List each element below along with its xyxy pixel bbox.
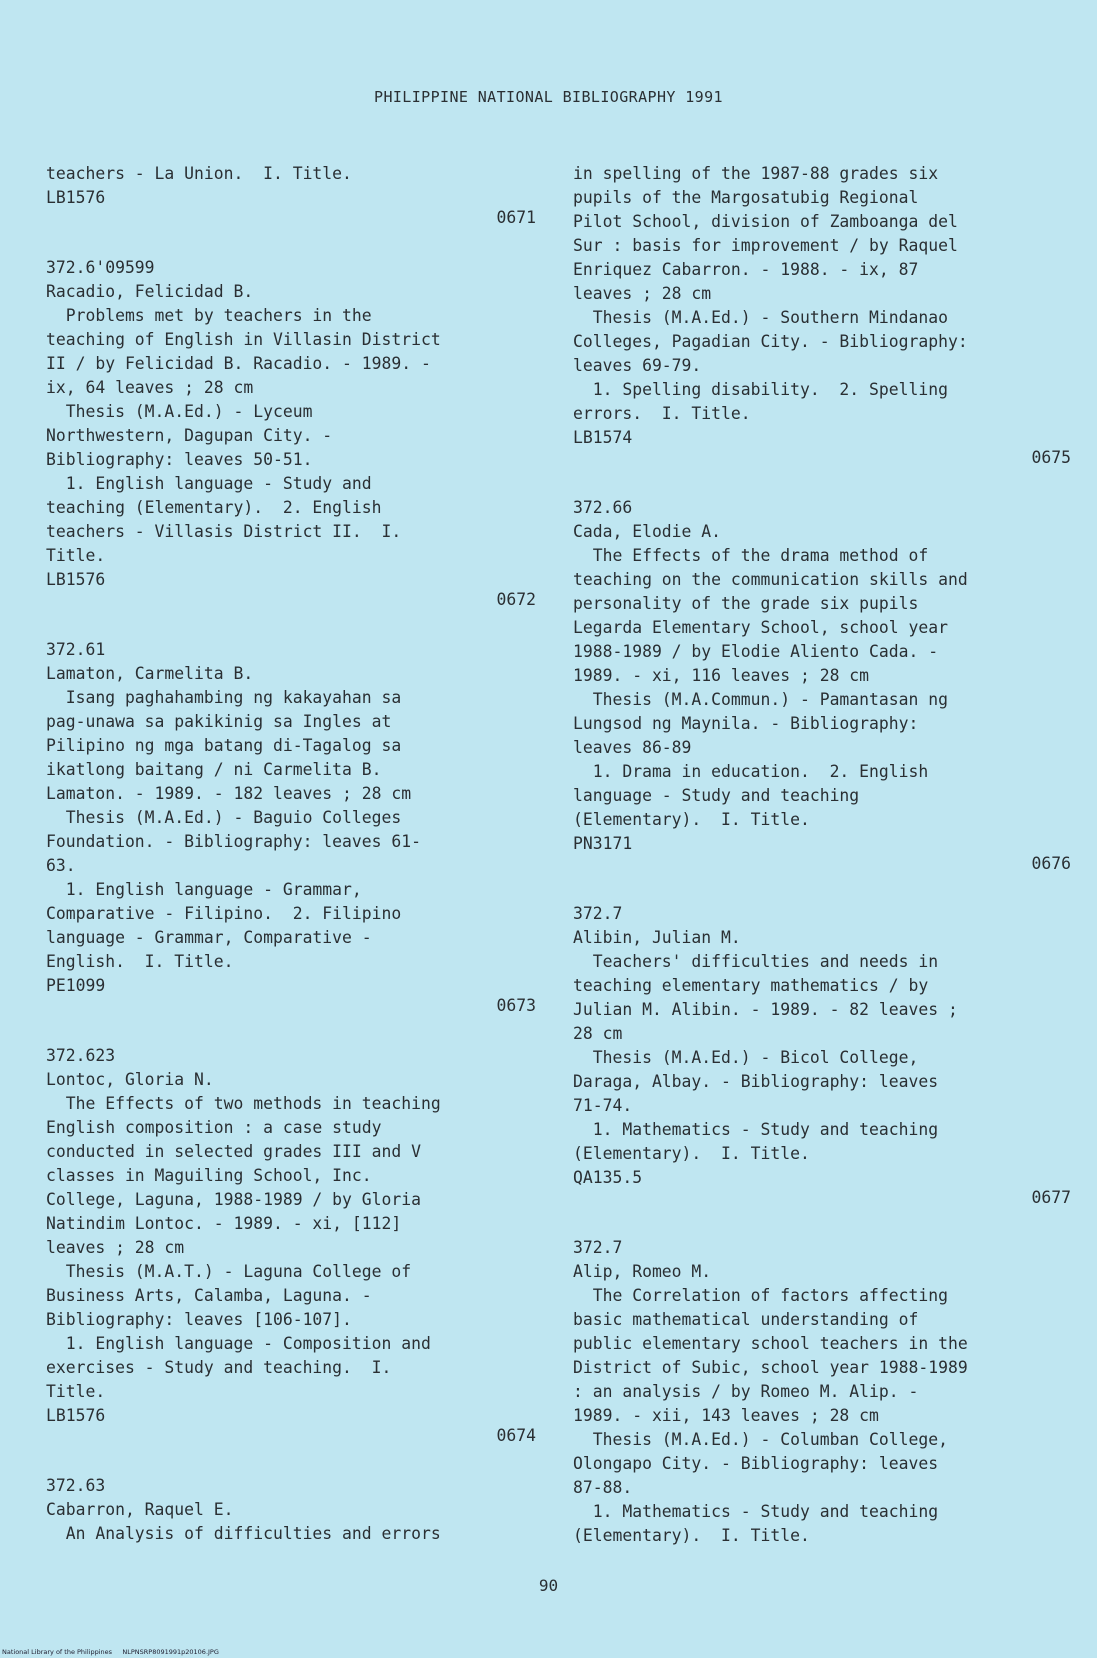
- entry-gap: [573, 876, 1071, 902]
- entry-number: 0673: [496, 996, 536, 1015]
- entry-line: : an analysis / by Romeo M. Alip. -: [573, 1382, 919, 1401]
- entry-line: Legarda Elementary School, school year: [573, 618, 948, 637]
- entry-line: Julian M. Alibin. - 1989. - 82 leaves ;: [573, 1000, 958, 1019]
- entry-line: The Effects of the drama method of: [573, 546, 929, 565]
- entry-line: Thesis (M.A.Commun.) - Pamantasan ng: [573, 690, 948, 709]
- entry-line: 1. English language - Composition and: [46, 1334, 431, 1353]
- entry-line: Lungsod ng Maynila. - Bibliography:: [573, 714, 919, 733]
- entry-line: Thesis (M.A.T.) - Laguna College of: [46, 1262, 412, 1281]
- entry-gap: [573, 470, 1071, 496]
- entry-line: Lontoc, Gloria N.: [46, 1070, 214, 1089]
- entry-line: 372.66: [573, 498, 633, 517]
- entry-line: 71-74.: [573, 1096, 633, 1115]
- entry-line: An Analysis of difficulties and errors: [46, 1524, 441, 1543]
- entry-number: 0674: [496, 1426, 536, 1445]
- entry-line: pupils of the Margosatubig Regional: [573, 188, 919, 207]
- call-number: LB1576: [46, 570, 106, 589]
- entry-line: Thesis (M.A.Ed.) - Bicol College,: [573, 1048, 919, 1067]
- entry-gap: [46, 612, 536, 638]
- entry-line: Thesis (M.A.Ed.) - Baguio Colleges: [46, 808, 402, 827]
- bibliography-entry: [573, 496, 1071, 902]
- entry-line: 1. English language - Study and: [46, 474, 372, 493]
- entry-line: English. I. Title.: [46, 952, 234, 971]
- bibliography-entry: [46, 1474, 536, 1546]
- entry-line: Teachers' difficulties and needs in: [573, 952, 939, 971]
- entry-line: (Elementary). I. Title.: [573, 1526, 810, 1545]
- entry-line: Colleges, Pagadian City. - Bibliography:: [573, 332, 968, 351]
- entry-line: Cabarron, Raquel E.: [46, 1500, 234, 1519]
- call-number: LB1576: [46, 188, 106, 207]
- call-number: QA135.5: [573, 1168, 643, 1187]
- entry-number: 0675: [1031, 448, 1071, 467]
- entry-line: public elementary school teachers in the: [573, 1334, 968, 1353]
- entry-line: 1. Mathematics - Study and teaching: [573, 1502, 939, 1521]
- entry-line: Cada, Elodie A.: [573, 522, 722, 541]
- entry-line: Bibliography: leaves [106-107].: [46, 1310, 352, 1329]
- call-number: PE1099: [46, 976, 106, 995]
- entry-line: The Effects of two methods in teaching: [46, 1094, 441, 1113]
- entry-line: teaching on the communication skills and: [573, 570, 968, 589]
- bibliography-entry: [573, 902, 1071, 1236]
- entry-line: Isang paghahambing ng kakayahan sa: [46, 688, 402, 707]
- entry-line: Title.: [46, 1382, 106, 1401]
- entry-line: Racadio, Felicidad B.: [46, 282, 254, 301]
- footer-credit: National Library of the Philippines NLPNSRP8091991p20106.JPG: [2, 1648, 219, 1656]
- entry-line: 1. Drama in education. 2. English: [573, 762, 929, 781]
- entry-line: 87-88.: [573, 1478, 633, 1497]
- entry-line: (Elementary). I. Title.: [573, 810, 810, 829]
- entry-line: The Correlation of factors affecting: [573, 1286, 948, 1305]
- entry-line: (Elementary). I. Title.: [573, 1144, 810, 1163]
- entry-line: 372.6'09599: [46, 258, 155, 277]
- entry-line: classes in Maguiling School, Inc.: [46, 1166, 372, 1185]
- entry-gap: [46, 230, 536, 256]
- entry-line: teaching (Elementary). 2. English: [46, 498, 382, 517]
- entry-line: II / by Felicidad B. Racadio. - 1989. -: [46, 354, 431, 373]
- entry-line: Sur : basis for improvement / by Raquel: [573, 236, 958, 255]
- entry-line: personality of the grade six pupils: [573, 594, 919, 613]
- entry-number: 0676: [1031, 854, 1071, 873]
- entry-line: 372.61: [46, 640, 106, 659]
- entry-line: Business Arts, Calamba, Laguna. -: [46, 1286, 372, 1305]
- entry-line: 1988-1989 / by Elodie Aliento Cada. -: [573, 642, 939, 661]
- entry-line: Foundation. - Bibliography: leaves 61-: [46, 832, 421, 851]
- entry-line: Pilipino ng mga batang di-Tagalog sa: [46, 736, 402, 755]
- entry-line: Lamaton. - 1989. - 182 leaves ; 28 cm: [46, 784, 412, 803]
- entry-line: 1989. - xi, 116 leaves ; 28 cm: [573, 666, 870, 685]
- call-number: LB1574: [573, 428, 633, 447]
- entry-line: language - Study and teaching: [573, 786, 860, 805]
- bibliography-entry: [573, 162, 1071, 496]
- entry-line: 372.63: [46, 1476, 106, 1495]
- right-column: [573, 162, 1071, 1548]
- entry-number: 0672: [496, 590, 536, 609]
- entry-line: Comparative - Filipino. 2. Filipino: [46, 904, 402, 923]
- entry-line: Thesis (M.A.Ed.) - Columban College,: [573, 1430, 948, 1449]
- entry-line: 1. Spelling disability. 2. Spelling: [573, 380, 948, 399]
- entry-line: teaching of English in Villasin District: [46, 330, 441, 349]
- entry-line: conducted in selected grades III and V: [46, 1142, 421, 1161]
- call-number: LB1576: [46, 1406, 106, 1425]
- entry-line: Problems met by teachers in the: [46, 306, 372, 325]
- entry-line: teachers - La Union. I. Title.: [46, 164, 352, 183]
- entry-line: College, Laguna, 1988-1989 / by Gloria: [46, 1190, 421, 1209]
- entry-line: teaching elementary mathematics / by: [573, 976, 929, 995]
- entry-gap: [46, 1448, 536, 1474]
- entry-line: 372.7: [573, 904, 623, 923]
- entry-line: Thesis (M.A.Ed.) - Lyceum: [46, 402, 313, 421]
- entry-line: English composition : a case study: [46, 1118, 382, 1137]
- entry-gap: [573, 1210, 1071, 1236]
- entry-line: language - Grammar, Comparative -: [46, 928, 372, 947]
- bibliography-entry: [573, 1236, 1071, 1548]
- entry-line: 1. Mathematics - Study and teaching: [573, 1120, 939, 1139]
- page-title: PHILIPPINE NATIONAL BIBLIOGRAPHY 1991: [374, 88, 723, 106]
- entry-line: ikatlong baitang / ni Carmelita B.: [46, 760, 382, 779]
- entry-line: Enriquez Cabarron. - 1988. - ix, 87: [573, 260, 919, 279]
- entry-line: Alip, Romeo M.: [573, 1262, 712, 1281]
- bibliography-entry: [46, 256, 536, 638]
- entry-line: leaves 86-89: [573, 738, 692, 757]
- entry-line: 372.7: [573, 1238, 623, 1257]
- entry-line: Title.: [46, 546, 106, 565]
- entry-line: 1. English language - Grammar,: [46, 880, 362, 899]
- entry-line: Olongapo City. - Bibliography: leaves: [573, 1454, 939, 1473]
- entry-line: Northwestern, Dagupan City. -: [46, 426, 333, 445]
- entry-line: 1989. - xii, 143 leaves ; 28 cm: [573, 1406, 879, 1425]
- bibliography-entry: [46, 638, 536, 1044]
- entry-line: in spelling of the 1987-88 grades six: [573, 164, 939, 183]
- entry-line: exercises - Study and teaching. I.: [46, 1358, 392, 1377]
- entry-line: errors. I. Title.: [573, 404, 751, 423]
- entry-line: Bibliography: leaves 50-51.: [46, 450, 313, 469]
- entry-line: ix, 64 leaves ; 28 cm: [46, 378, 254, 397]
- entry-line: teachers - Villasis District II. I.: [46, 522, 402, 541]
- entry-line: Natindim Lontoc. - 1989. - xi, [112]: [46, 1214, 402, 1233]
- entry-line: leaves ; 28 cm: [46, 1238, 185, 1257]
- entry-line: Daraga, Albay. - Bibliography: leaves: [573, 1072, 939, 1091]
- entry-line: 63.: [46, 856, 76, 875]
- bibliography-entry: [46, 1044, 536, 1474]
- entry-line: leaves 69-79.: [573, 356, 702, 375]
- entry-line: Alibin, Julian M.: [573, 928, 741, 947]
- entry-line: District of Subic, school year 1988-1989: [573, 1358, 968, 1377]
- entry-number: 0677: [1031, 1188, 1071, 1207]
- call-number: PN3171: [573, 834, 633, 853]
- left-column: [46, 162, 536, 1546]
- entry-line: basic mathematical understanding of: [573, 1310, 919, 1329]
- entry-line: Lamaton, Carmelita B.: [46, 664, 254, 683]
- entry-line: leaves ; 28 cm: [573, 284, 712, 303]
- entry-line: pag-unawa sa pakikinig sa Ingles at: [46, 712, 392, 731]
- entry-number: 0671: [496, 208, 536, 227]
- bibliography-entry: [46, 162, 536, 256]
- entry-line: Pilot School, division of Zamboanga del: [573, 212, 958, 231]
- entry-line: 28 cm: [573, 1024, 623, 1043]
- page-number: 90: [538, 1576, 559, 1595]
- entry-line: Thesis (M.A.Ed.) - Southern Mindanao: [573, 308, 948, 327]
- entry-line: 372.623: [46, 1046, 116, 1065]
- entry-gap: [46, 1018, 536, 1044]
